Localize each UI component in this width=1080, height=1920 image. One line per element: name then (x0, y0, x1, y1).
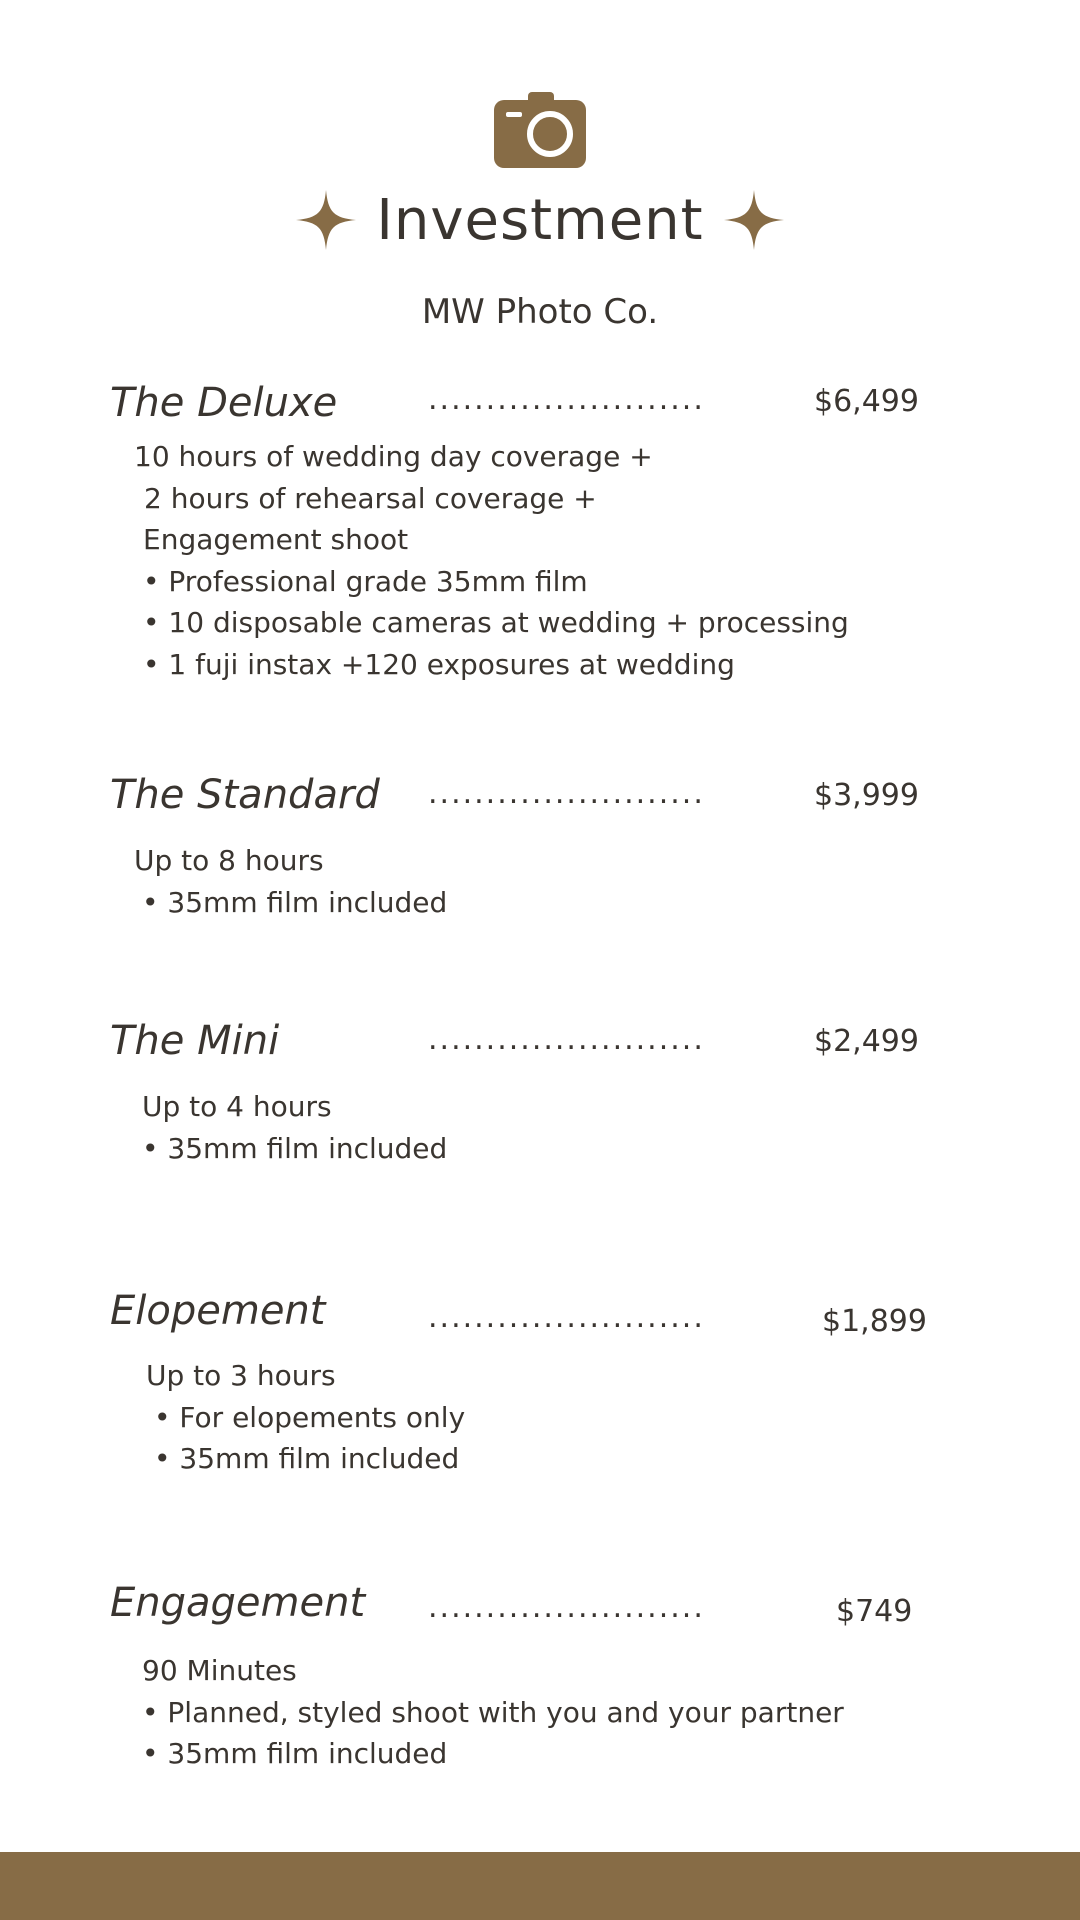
sparkle-icon (296, 190, 356, 250)
package-price-standard: $3,999 (814, 778, 919, 813)
package-name-standard: The Standard (110, 772, 380, 818)
description-line: 90 Minutes (142, 1654, 297, 1687)
description-line: • 10 disposable cameras at wedding + processing (143, 606, 849, 639)
package-description-engagement (142, 1650, 844, 1775)
business-name: MW Photo Co. (421, 292, 659, 332)
description-line: Up to 8 hours (134, 844, 324, 877)
camera-icon (494, 90, 586, 168)
package-price-mini: $2,499 (814, 1024, 919, 1059)
dot-leader: ........................ (428, 1590, 705, 1625)
description-line: • Planned, styled shoot with you and your partner (142, 1695, 844, 1729)
package-price-deluxe: $6,499 (814, 384, 919, 419)
package-name-engagement: Engagement (110, 1580, 366, 1626)
package-name-deluxe: The Deluxe (110, 380, 338, 426)
package-description-standard (134, 840, 447, 923)
package-description-deluxe (134, 436, 849, 685)
package-price-elopement: $1,899 (822, 1304, 927, 1339)
package-name-mini: The Mini (110, 1018, 280, 1064)
description-line: • 35mm film included (154, 1442, 460, 1475)
package-description-elopement (146, 1355, 465, 1480)
package-description-mini (142, 1086, 447, 1169)
title-row (0, 180, 1080, 260)
description-line: Up to 3 hours (146, 1359, 336, 1392)
description-line: • Professional grade 35mm film (143, 564, 588, 598)
dot-leader: ........................ (428, 776, 705, 811)
description-line: • 35mm film included (142, 1737, 448, 1770)
dot-leader: ........................ (428, 1022, 705, 1057)
description-line: 2 hours of rehearsal coverage + (144, 481, 597, 515)
description-line: • 35mm film included (142, 885, 448, 919)
description-line: • 35mm film included (142, 1131, 448, 1165)
description-line: 10 hours of wedding day coverage + (134, 440, 653, 473)
sparkle-icon (724, 190, 784, 250)
description-line: Up to 4 hours (142, 1090, 332, 1123)
dot-leader: ........................ (428, 382, 705, 417)
footer-bar (0, 1852, 1080, 1920)
description-line: Engagement shoot (143, 523, 409, 556)
package-price-engagement: $749 (836, 1594, 913, 1629)
package-name-elopement: Elopement (110, 1288, 326, 1334)
page-title: Investment (376, 187, 704, 253)
description-line: • For elopements only (154, 1400, 466, 1434)
description-line: • 1 fuji instax +120 exposures at wedding (143, 647, 735, 681)
dot-leader: ........................ (428, 1300, 705, 1335)
